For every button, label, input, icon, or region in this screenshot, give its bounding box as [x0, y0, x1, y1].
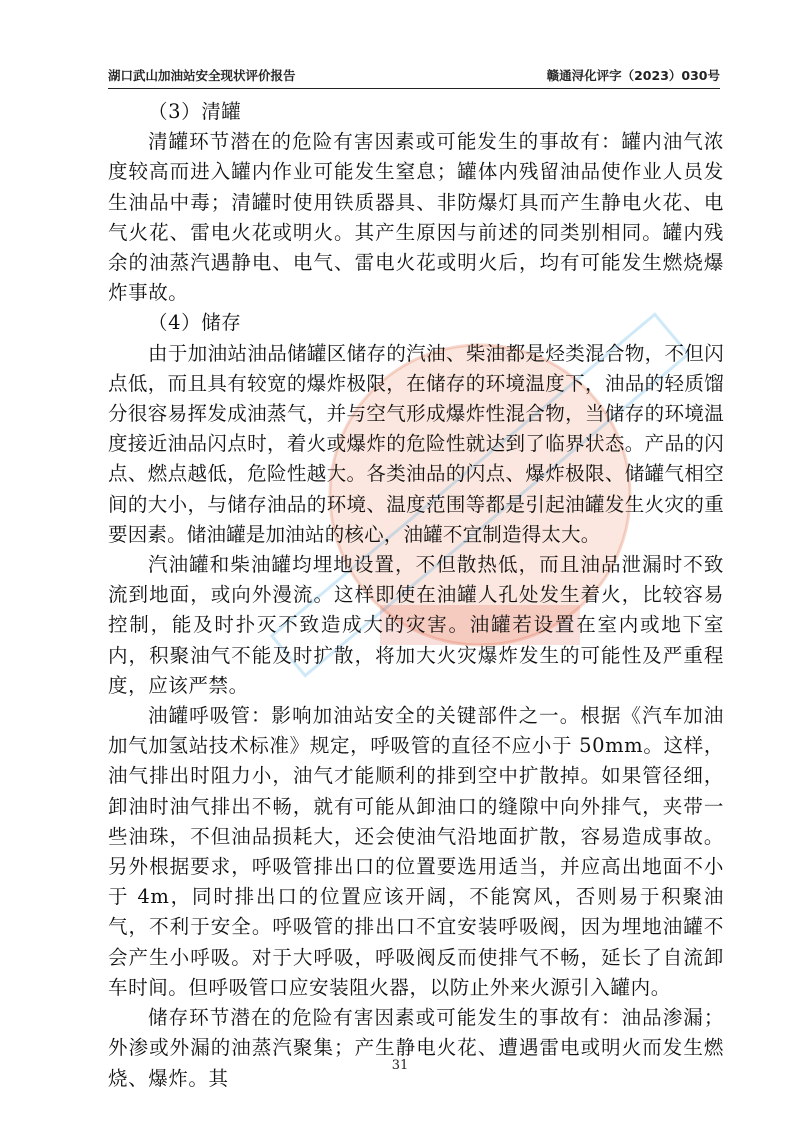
paragraph-cleaning-hazards: 清罐环节潜在的危险有害因素或可能发生的事故有：罐内油气浓度较高而进入罐内作业可能发生窒息；罐体内残留油品使作业人员发生油品中毒；清罐时使用铁质器具、非防爆灯具而产生静电火花、电气火花、雷电火花或明火。其产生原因与前述的同类别相同。罐内残余的油蒸汽遇静电、电气、雷电火花或明火后，均有可能发生燃烧爆炸事故。 — [108, 130, 724, 305]
paragraph-buried-tanks: 汽油罐和柴油罐均埋地设置，不但散热低，而且油品泄漏时不致流到地面，或向外漫流。这样即使在油罐人孔处发生着火，比较容易控制，能及时扑灭不致造成大的灾害。油罐若设置在室内或地下室内，积聚油气不能及时扩散，将加大火灾爆炸发生的可能性及严重程度，应该严禁。 — [108, 553, 724, 697]
document-body — [108, 97, 724, 1094]
paragraph-storage-overview: 由于加油站油品储罐区储存的汽油、柴油都是烃类混合物，不但闪点低，而且具有较宽的爆炸极限，在储存的环境温度下，油品的轻质馏分很容易挥发成油蒸气，并与空气形成爆炸性混合物，当储存的环境温度接近油品闪点时，着火或爆炸的危险性就达到了临界状态。产品的闪点、燃点越低，危险性越大。各类油品的闪点、爆炸极限、储罐气相空间的大小，与储存油品的环境、温度范围等都是引起油罐发生火灾的重要因素。储油罐是加油站的核心，油罐不宜制造得太大。 — [108, 341, 724, 546]
report-title: 湖口武山加油站安全现状评价报告 — [108, 68, 296, 83]
report-number: 赣通浔化评字（2023）030号 — [546, 68, 720, 83]
section-heading-storage: （4）储存 — [148, 311, 242, 335]
paragraph-vent-pipe: 油罐呼吸管：影响加油站安全的关键部件之一。根据《汽车加油加气加氢站技术标准》规定，呼吸管的直径不应小于 50mm。这样，油气排出时阻力小，油气才能顺利的排到空中扩散掉。如果管径细，卸油时油气排出不畅，就有可能从卸油口的缝隙中向外排气，夹带一些油珠，不但油品损耗大，还会使油气沿地面扩散，容易造成事故。另外根据要求，呼吸管排出口的位置要选用适当，并应高出地面不小于 4m，同时排出口的位置应该开阔，不能窝风，否则易于积聚油气，不利于安全。呼吸管的排出口不宜安装呼吸阀，因为埋地油罐不会产生小呼吸。对于大呼吸，呼吸阀反而使排气不畅，延长了自流卸车时间。但呼吸管口应安装阻火器，以防止外来火源引入罐内。 — [108, 704, 724, 999]
section-heading-cleaning: （3）清罐 — [148, 100, 242, 123]
page-number: 31 — [391, 1058, 409, 1073]
paragraph-storage-hazards: 储存环节潜在的危险有害因素或可能发生的事故有：油品渗漏；外渗或外漏的油蒸汽聚集；产生静电火花、遭遇雷电或明火而发生燃烧、爆炸。其 — [108, 1006, 724, 1090]
running-header — [108, 66, 720, 89]
